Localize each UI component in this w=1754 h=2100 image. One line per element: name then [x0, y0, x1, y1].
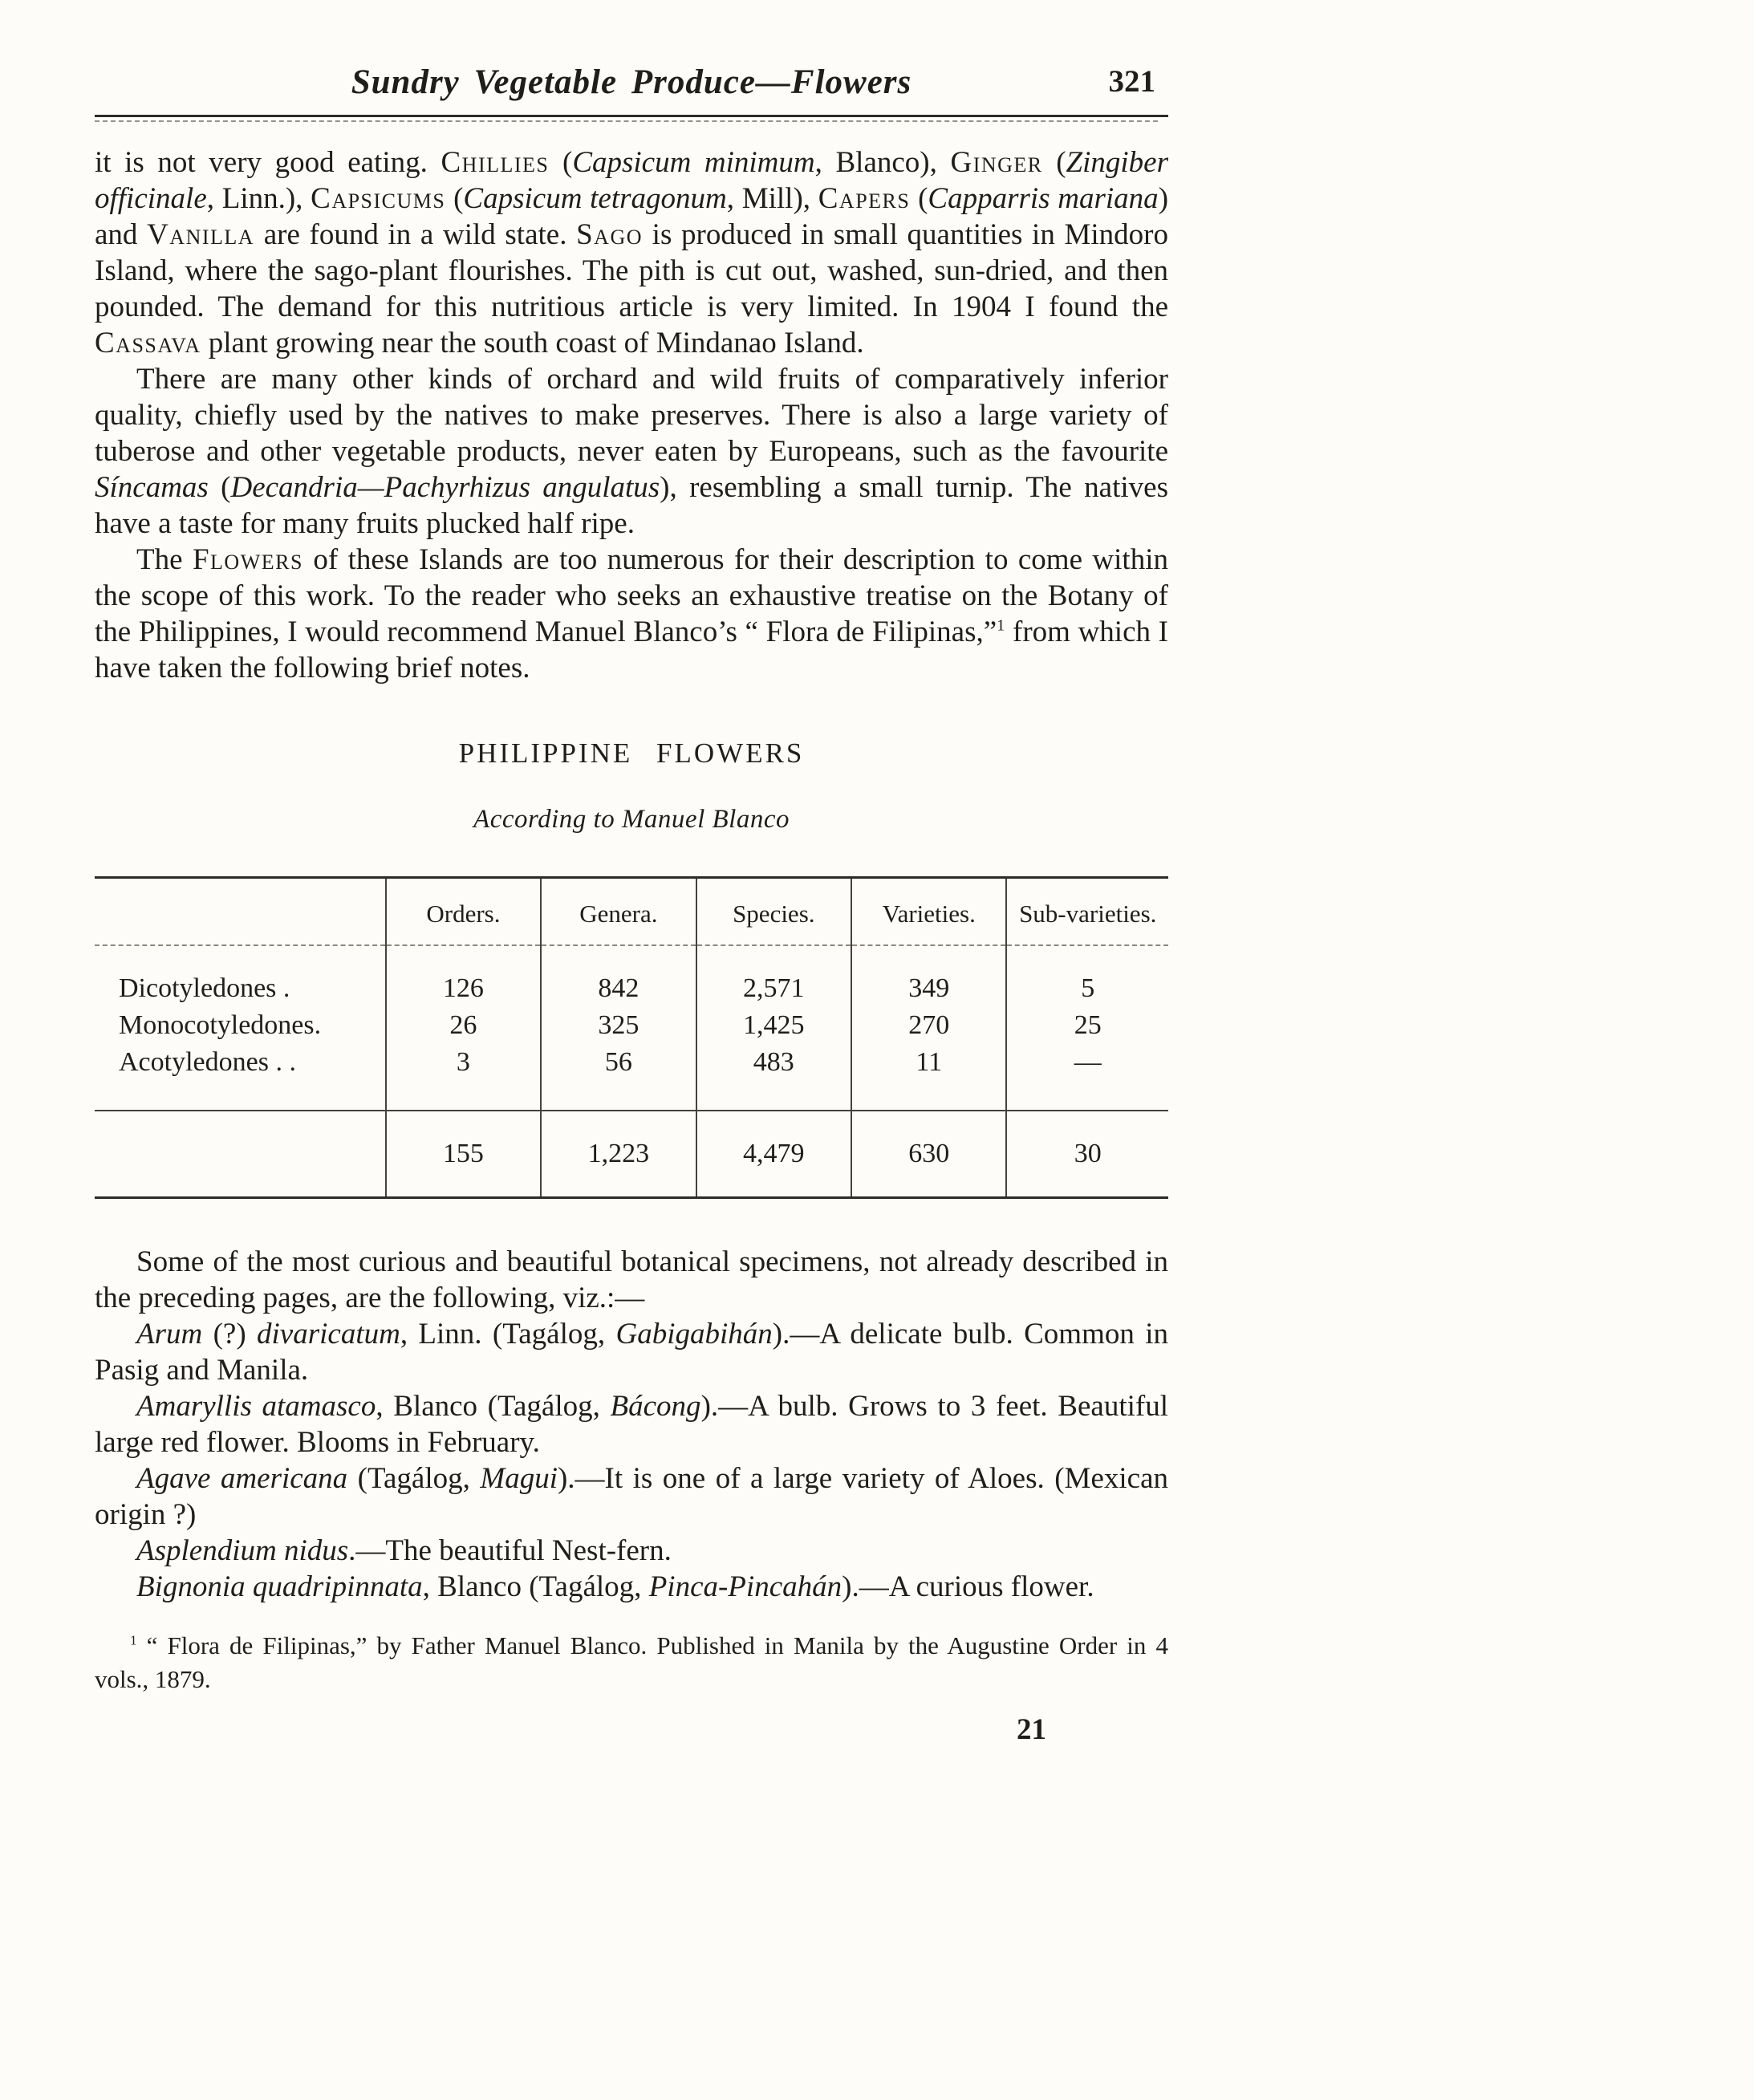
section-heading: PHILIPPINE FLOWERS	[458, 737, 805, 769]
table-cell: 3	[386, 1044, 541, 1111]
row-label: Monocotyledones.	[119, 1010, 322, 1040]
totals-cell: 155	[386, 1111, 541, 1198]
specimen-paragraph: Amaryllis atamasco, Blanco (Tagálog, Bácong).—A bulb. Grows to 3 feet. Beautiful large red flower. Blooms in February.	[95, 1390, 1168, 1459]
totals-cell: 30	[1006, 1111, 1168, 1198]
specimens-intro: Some of the most curious and beautiful botanical specimens, not already described in the preceding pages, are the following, viz.:—	[95, 1245, 1168, 1314]
table-cell: 56	[541, 1044, 696, 1111]
specimens-section	[95, 1244, 1168, 1605]
totals-row	[95, 1111, 1168, 1198]
header-rule-secondary	[95, 120, 1158, 122]
row-label: Acotyledones . .	[119, 1047, 296, 1077]
section-subheading: According to Manuel Blanco	[473, 805, 790, 834]
page-number: 321	[1108, 64, 1155, 99]
table-header-row	[95, 878, 1168, 946]
totals-label-blank	[95, 1111, 386, 1198]
table-cell: 842	[541, 945, 696, 1007]
table-cell: 483	[696, 1044, 851, 1111]
column-header-subvarieties: Sub-varieties.	[1006, 878, 1168, 946]
specimen-paragraph: Asplendium nidus.—The beautiful Nest-fern.	[136, 1534, 672, 1567]
page-header	[95, 63, 1168, 102]
totals-cell: 1,223	[541, 1111, 696, 1198]
totals-cell: 630	[851, 1111, 1006, 1198]
row-label: Dicotyledones .	[119, 973, 290, 1003]
table-cell: 25	[1006, 1007, 1168, 1044]
specimen-paragraph: Bignonia quadripinnata, Blanco (Tagálog, Pinca-Pincahán).—A curious flower.	[136, 1570, 1094, 1603]
table-row-acotyledones	[95, 1044, 1168, 1111]
table-cell: 325	[541, 1007, 696, 1044]
table-row-dicotyledones	[95, 945, 1168, 1007]
body-paragraph: The Flowers of these Islands are too numerous for their description to come within the scope of this work. To the reader who seeks an exhaustive treatise on the Botany of the Philippines, I would recommend Manuel Blanco’s “ Flora de Filipinas,”$^1$ from which I have taken the following brief notes.	[95, 543, 1168, 684]
column-header-blank	[95, 878, 386, 946]
column-header-species: Species.	[696, 878, 851, 946]
page-title: Sundry Vegetable Produce—Flowers	[351, 63, 912, 101]
table-cell: 126	[386, 945, 541, 1007]
body-text	[95, 144, 1168, 686]
page-content	[95, 0, 1168, 1747]
specimen-paragraph: Agave americana (Tagálog, Magui).—It is one of a large variety of Aloes. (Mexican origin ?)	[95, 1462, 1168, 1531]
header-rule	[95, 115, 1168, 117]
totals-cell: 4,479	[696, 1111, 851, 1198]
column-header-genera: Genera.	[541, 878, 696, 946]
table-cell: 270	[851, 1007, 1006, 1044]
body-paragraph: There are many other kinds of orchard and wild fruits of comparatively inferior quality, chiefly used by the natives to make preserves. There is also a large variety of tuberose and other vegetable products, never eaten by Europeans, such as the favourite Síncamas (Decandria—Pachyrhizus angulatus), resembling a small turnip. The natives have a taste for many fruits plucked half ripe.	[95, 363, 1168, 540]
table-cell: 1,425	[696, 1007, 851, 1044]
table-cell: 26	[386, 1007, 541, 1044]
footnote: $^1$ “ Flora de Filipinas,” by Father Manuel Blanco. Published in Manila by the Augustine Order in 4 vols., 1879.	[95, 1631, 1168, 1693]
specimen-paragraph: Arum (?) divaricatum, Linn. (Tagálog, Gabigabihán).—A delicate bulb. Common in Pasig and Manila.	[95, 1318, 1168, 1387]
table-cell: 349	[851, 945, 1006, 1007]
table-cell: —	[1006, 1044, 1168, 1111]
table-cell: 2,571	[696, 945, 851, 1007]
table-cell: 11	[851, 1044, 1006, 1111]
flowers-table	[95, 876, 1168, 1199]
body-paragraph: it is not very good eating. Chillies (Capsicum minimum, Blanco), Ginger (Zingiber officinale, Linn.), Capsicums (Capsicum tetragonum, Mill), Capers (Capparris mariana) and Vanilla are found in a wild state. Sago is produced in small quantities in Mindoro Island, where the sago-plant flourishes. The pith is cut out, washed, sun-dried, and then pounded. The demand for this nutritious article is very limited. In 1904 I found the Cassava plant growing near the south coast of Mindanao Island.	[95, 146, 1169, 359]
table-cell: 5	[1006, 945, 1168, 1007]
signature-number: 21	[1017, 1713, 1046, 1746]
column-header-varieties: Varieties.	[851, 878, 1006, 946]
table-row-monocotyledones	[95, 1007, 1168, 1044]
column-header-orders: Orders.	[386, 878, 541, 946]
